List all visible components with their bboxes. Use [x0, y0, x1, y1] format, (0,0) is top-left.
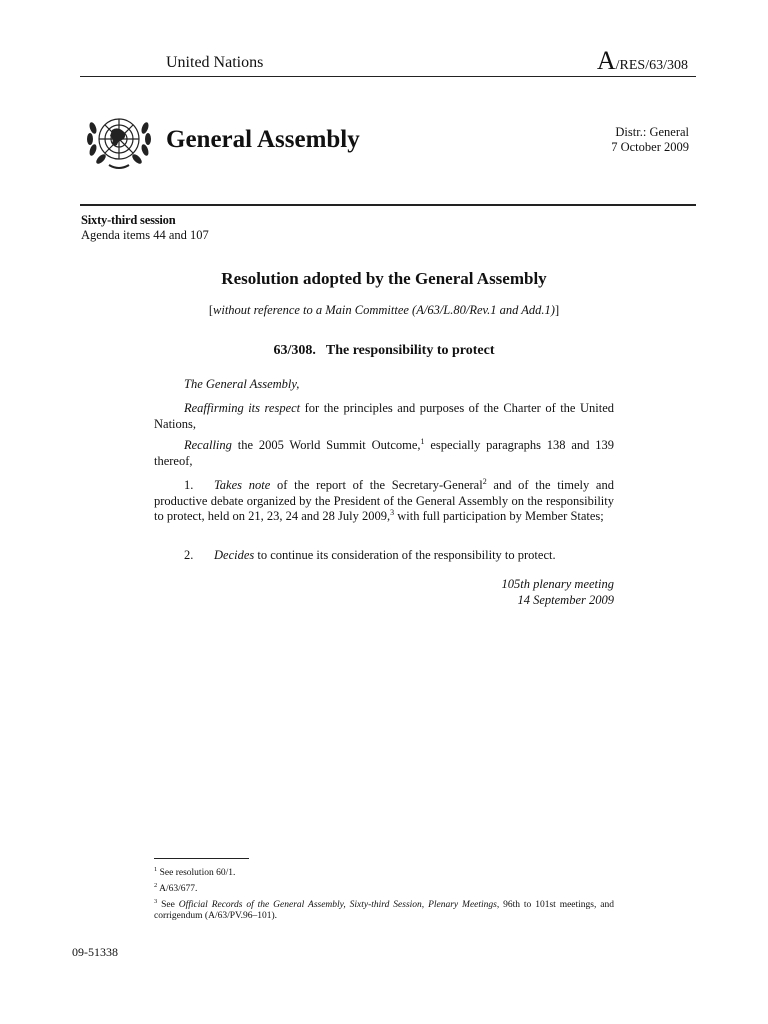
footnote-text: A/63/677.	[157, 884, 198, 894]
footnote-rule	[154, 858, 249, 859]
preamble-reaffirming	[154, 401, 614, 432]
plenary-meeting: 105th plenary meeting	[501, 577, 614, 591]
agenda-items: Agenda items 44 and 107	[81, 228, 209, 242]
preamble-recalling-lead: Recalling	[184, 438, 232, 452]
resolution-title: Resolution adopted by the General Assembly	[221, 269, 547, 288]
masthead-rule	[80, 204, 696, 206]
document-symbol-rest: /RES/63/308	[615, 58, 688, 73]
resolution-subject: The responsibility to protect	[325, 343, 495, 358]
preamble-assembly	[154, 377, 614, 393]
footnote-ref-2: 2	[482, 476, 487, 486]
footnote-source-title: Official Records of the General Assembly, Sixty-third Session, Plenary Meetings	[178, 900, 497, 910]
footnote-3	[154, 897, 614, 922]
subtitle-text: without reference to a Main Committee (A/63/L.80/Rev.1 and Add.1)	[213, 303, 555, 317]
operative-number-2: 2.	[184, 548, 194, 562]
operative-paragraph-2	[154, 548, 614, 564]
issue-date: 7 October 2009	[611, 140, 689, 154]
header-rule	[80, 76, 696, 77]
preamble-assembly-text: The General Assembly,	[184, 377, 300, 391]
distribution-block	[611, 125, 689, 155]
preamble-recalling-text-2: especially paragraphs 138 and 139 thereof,	[154, 438, 614, 468]
distribution-label: Distr.: General	[615, 125, 689, 139]
preamble-reaffirming-lead: Reaffirming its respect	[184, 401, 301, 415]
operative-text-1a: of the report of the Secretary-General	[270, 478, 483, 492]
footnote-mark: 3	[154, 897, 158, 905]
operative-lead-1: Takes note	[214, 478, 271, 492]
resolution-heading	[0, 343, 768, 359]
footnote-ref-3: 3	[390, 507, 395, 517]
footnote-ref-1: 1	[420, 436, 425, 446]
organization-name: United Nations	[166, 54, 264, 71]
organ-title: General Assembly	[166, 126, 360, 153]
operative-lead-2: Decides	[214, 548, 255, 562]
document-number: 09-51338	[72, 945, 118, 959]
footnote-text-tail: , 96th to 101st meetings, and corrigendum (A/63/PV.96–101).	[154, 900, 614, 921]
un-emblem-icon	[82, 108, 156, 174]
operative-paragraph-1	[154, 478, 614, 525]
footnote-1	[154, 865, 614, 879]
meeting-block	[502, 577, 614, 608]
preamble-recalling	[154, 438, 614, 469]
preamble-reaffirming-text: for the principles and purposes of the Charter of the United Nations,	[154, 401, 614, 431]
footnote-mark: 1	[154, 865, 158, 873]
subtitle-open: [	[208, 303, 214, 317]
operative-text-1c: with full participation by Member States;	[394, 509, 604, 523]
footnote-2	[154, 881, 614, 895]
footnote-text: See resolution 60/1.	[157, 868, 236, 878]
document-symbol-prefix: A	[596, 46, 616, 75]
preamble-recalling-text: the 2005 World Summit Outcome,	[231, 438, 421, 452]
footnote-text: See	[157, 900, 179, 910]
operative-text-1b: and of the timely and productive debate organized by the President of the General Assembly on the responsibility to protect, held on 21, 23, 24 and 28 July 2009,	[154, 478, 614, 523]
resolution-subtitle	[0, 303, 768, 318]
footnote-mark: 2	[154, 881, 158, 889]
resolution-number: 63/308.	[273, 343, 316, 358]
subtitle-close: ]	[554, 303, 560, 317]
operative-number-1: 1.	[184, 478, 194, 492]
document-symbol	[597, 46, 688, 76]
session-name: Sixty-third session	[81, 213, 176, 227]
operative-text-2: to continue its consideration of the responsibility to protect.	[254, 548, 556, 562]
meeting-date: 14 September 2009	[517, 592, 614, 607]
